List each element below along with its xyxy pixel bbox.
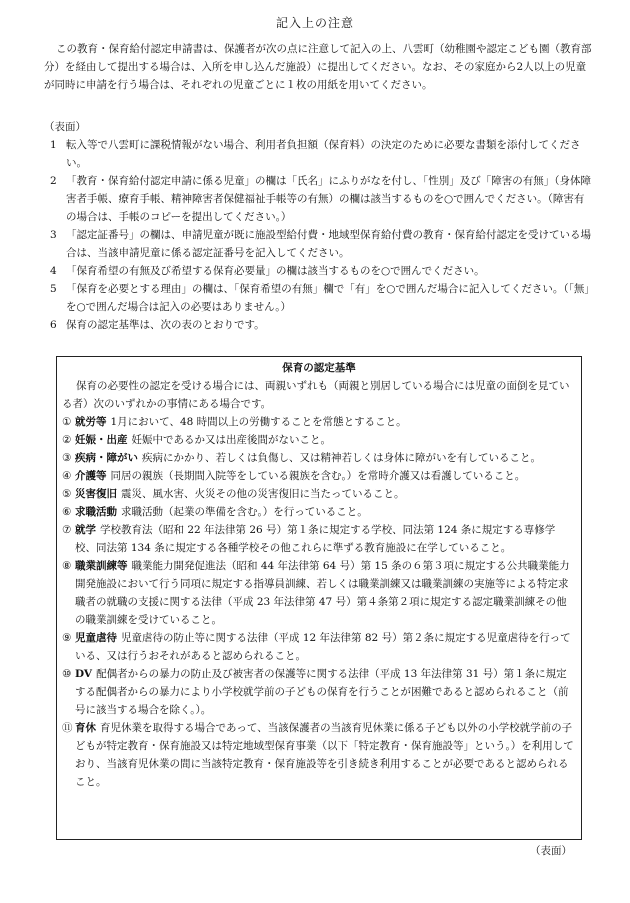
criterion-term: 育休 [75,722,96,734]
criterion-text: 1月において、48 時間以上の労働することを常態とすること。 [110,416,407,428]
note-item [50,280,594,316]
criterion-number: ⑦ [62,524,72,536]
criterion-number: ⑥ [62,506,72,518]
criterion-item [62,503,576,521]
criterion-term: 職業訓練等 [75,560,128,572]
criterion-number: ⑩ [62,668,72,680]
criterion-item [62,557,576,629]
note-item [50,136,594,172]
criterion-item [62,521,576,557]
criterion-term: 求職活動 [75,506,117,518]
criterion-item [62,665,576,719]
criterion-text: 同居の親族（長期間入院等をしている親族を含む。）を常時介護又は看護していること。 [110,470,526,482]
note-item [50,262,594,280]
criterion-item [62,629,576,665]
note-item [50,226,594,262]
criterion-text: 震災、風水害、火災その他の災害復旧に当たっていること。 [121,488,405,500]
criterion-item [62,719,576,791]
criterion-term: 妊娠・出産 [75,434,128,446]
note-number: 6 [50,319,57,331]
note-number: 1 [50,139,57,151]
criterion-text: 疾病にかかり、若しくは負傷し、又は精神若しくは身体に障がいを有していること。 [142,452,541,464]
criterion-text: 求職活動（起業の準備を含む。）を行っていること。 [121,506,368,518]
note-number: 5 [50,283,57,295]
criterion-text: 配偶者からの暴力の防止及び被害者の保護等に関する法律（平成 13 年法律第 31 号）第１条に規定する配偶者からの暴力により小学校就学前の子どもの保育を行うことが困難であると認められること（前号に該当する場合を除く。）。 [75,668,569,716]
criterion-text: 妊娠中であるか又は出産後間がないこと。 [131,434,331,446]
note-text: 「保育を必要とする理由」の欄は、「保育希望の有無」欄で「有」を○で囲んだ場合に記入してください。（「無」を○で囲んだ場合は記入の必要はありません。） [66,283,590,313]
note-number: 3 [50,229,57,241]
note-item [50,316,594,334]
criterion-number: ① [62,416,72,428]
criterion-text: 学校教育法（昭和 22 年法律第 26 号）第１条に規定する学校、同法第 124 条に規定する専修学校、同法第 134 条に規定する各種学校その他これらに準ずる教育施設に在学していること。 [75,524,556,554]
criterion-number: ⑪ [62,722,73,734]
criterion-term: 就労等 [75,416,107,428]
criterion-item [62,467,576,485]
intro-paragraph: この教育・保育給付認定申請書は、保護者が次の点に注意して記入の上、八雲町（幼稚園や認定こども園（教育部分）を経由して提出する場合は、入所を申し込んだ施設）に提出してください。なお、その家庭から2人以上の児童が同時に申請を行う場合は、それぞれの児童ごとに１枚の用紙を用いてください。 [44,43,592,91]
footer-side-label: （表面） [530,845,572,857]
criterion-item [62,431,576,449]
note-text: 「教育・保育給付認定申請に係る児童」の欄は「氏名」にふりがなを付し、「性別」及び「障害の有無」（身体障害者手帳、療育手帳、精神障害者保健福祉手帳等の有無）の欄は該当するものを○で囲んでください。（障害有の場合は、手帳のコピーを提出してください。） [66,175,591,223]
criteria-heading: 保育の認定基準 [282,362,356,374]
note-text: 保育の認定基準は、次の表のとおりです。 [66,319,265,331]
criterion-text: 育児休業を取得する場合であって、当該保護者の当該育児休業に係る子ども以外の小学校就学前の子どもが特定教育・保育施設又は特定地域型保育事業（以下「特定教育・保育施設等」という。）を利用しており、当該育児休業の間に当該特定教育・保育施設等を引き続き利用することが必要であると認められること。 [75,722,574,788]
criterion-number: ② [62,434,72,446]
criterion-number: ⑧ [62,560,72,572]
criterion-number: ⑤ [62,488,72,500]
criterion-text: 児童虐待の防止等に関する法律（平成 12 年法律第 82 号）第２条に規定する児童虐待を行っている、又は行うおそれがあると認められること。 [75,632,571,662]
note-text: 転入等で八雲町に課税情報がない場合、利用者負担額（保育料）の決定のために必要な書類を添付してください。 [66,139,581,169]
page-title: 記入上の注意 [275,16,354,30]
criteria-intro: 保育の必要性の認定を受ける場合には、両親いずれも（両親と別居している場合には児童の面倒を見ている者）次のいずれかの事情にある場合です。 [62,380,570,410]
criterion-term: 疾病・障がい [75,452,138,464]
front-side-label: （表面） [44,121,86,133]
note-text: 「認定証番号」の欄は、申請児童が既に施設型給付費・地域型保育給付費の教育・保育給付認定を受けている場合は、当該申請児童に係る認定証番号を記入してください。 [66,229,591,259]
criterion-item [62,449,576,467]
criterion-number: ③ [62,452,72,464]
criterion-number: ④ [62,470,72,482]
criterion-term: 災害復旧 [75,488,117,500]
criterion-number: ⑨ [62,632,72,644]
criterion-term: DV [75,668,93,680]
criterion-term: 介護等 [75,470,107,482]
note-item [50,172,594,226]
note-number: 2 [50,175,57,187]
notes-list [50,136,594,334]
note-number: 4 [50,265,57,277]
criterion-item [62,485,576,503]
criterion-term: 児童虐待 [75,632,117,644]
criterion-text: 職業能力開発促進法（昭和 44 年法律第 64 号）第 15 条の６第３項に規定する公共職業能力開発施設において行う同項に規定する指導員訓練、若しくは職業訓練又は職業訓練の実施等による特定求職者の就職の支援に関する法律（平成 23 年法律第 47 号）第４条第２項に規定する認定職業訓練その他の職業訓練を受けていること。 [75,560,570,626]
criterion-term: 就学 [75,524,96,536]
criterion-item [62,413,576,431]
note-text: 「保育希望の有無及び希望する保育必要量」の欄は該当するものを○で囲んでください。 [66,265,485,277]
criteria-box [56,356,582,840]
